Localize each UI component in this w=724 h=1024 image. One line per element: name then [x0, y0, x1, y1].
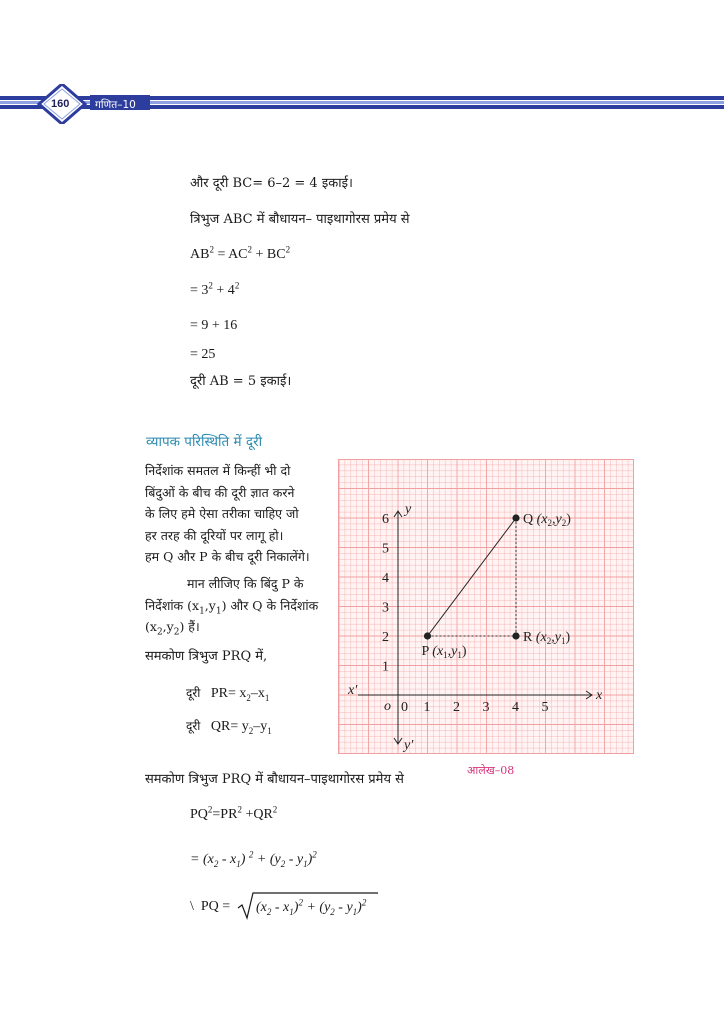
point-p — [424, 632, 431, 639]
point-label-r: R $(x_2,y_1)$ — [523, 630, 571, 646]
x-tick-label: 2 — [453, 700, 460, 715]
theorem-line-2: समकोण त्रिभुज PRQ में बौधायन–पाइथागोरस प्रमेय से — [145, 772, 404, 787]
paragraph-1 — [145, 460, 310, 568]
page-number: 160 — [51, 98, 70, 110]
x-tick-label: 0 — [401, 700, 408, 715]
y-tick-label: 3 — [382, 600, 389, 616]
paragraph-2 — [145, 573, 318, 638]
ab-result: दूरी AB = 5 इकाई। — [190, 374, 292, 389]
paragraph-line: निर्देशांक $(x_1,y_1)$ और Q के निर्देशांक — [145, 597, 319, 616]
book-title: गणित–10 — [95, 99, 136, 111]
right-triangle-line: समकोण त्रिभुज PRQ में, — [145, 649, 268, 664]
paragraph-line: हर तरह की दूरियों पर लागू हो। — [145, 527, 284, 543]
paragraph-line: हम Q और P के बीच दूरी निकालेंगे। — [145, 549, 310, 564]
ab-squared-equation: $AB^2 = AC^2 + BC^2$ — [190, 244, 291, 262]
point-label-q: Q $(x_2,y_2)$ — [523, 512, 571, 528]
paragraph-line: बिंदुओं के बीच की दूरी ज्ञात करने — [145, 484, 295, 500]
expanded-equation: = $(x_2 - x_1) ^2 + (y_2 - y_1)^2$ — [190, 849, 317, 869]
origin-label: o — [384, 699, 391, 714]
x-tick-label: 1 — [423, 700, 431, 715]
paragraph-line: निर्देशांक समतल में किन्हीं भी दो — [145, 463, 291, 478]
x-neg-label: x′ — [348, 683, 358, 698]
y-tick-label: 1 — [382, 659, 389, 675]
step-squares: = $3^2 + 4^2$ — [190, 280, 240, 298]
x-tick-label: 4 — [512, 700, 519, 715]
bc-distance: और दूरी BC= 6–2 = 4 इकाई। — [190, 176, 353, 191]
y-tick-label: 5 — [382, 541, 389, 557]
pq-root-equation: \ PQ = — [190, 899, 231, 914]
paragraph-line: $(x_2,y_2)$ हैं। — [145, 619, 200, 638]
graph-caption: आलेख–08 — [467, 764, 515, 777]
point-label-p: P $(x_1,y_1)$ — [421, 644, 467, 660]
qr-equation: दूरी $QR= y_2-y_1$ — [186, 719, 272, 736]
step-result: = 25 — [190, 347, 216, 362]
point-r — [512, 632, 519, 639]
theorem-line-1: त्रिभुज ABC में बौधायन– पाइथागोरस प्रमेय से — [190, 212, 410, 227]
coordinate-graph — [338, 459, 634, 754]
y-tick-label: 4 — [382, 571, 389, 586]
y-neg-label: y′ — [404, 738, 414, 753]
section-heading: व्यापक परिस्थिति में दूरी — [146, 434, 263, 450]
pq-squared-equation: $PQ^2=PR^2 +QR^2$ — [190, 804, 278, 822]
root-content: $(x_2 - x_1)^2 + (y_2 - y_1)^2$ — [256, 897, 367, 917]
point-q — [512, 514, 519, 521]
pr-equation: दूरी $PR= x_2-x_1$ — [186, 686, 270, 703]
y-tick-label: 2 — [382, 630, 389, 645]
x-tick-label: 5 — [541, 700, 549, 715]
y-axis-label: y — [405, 502, 412, 517]
x-tick-label: 3 — [482, 700, 490, 715]
x-axis-label: x — [596, 688, 603, 703]
paragraph-line: मान लीजिए कि बिंदु P के — [187, 576, 304, 591]
paragraph-line: के लिए हमे ऐसा तरीका चाहिए जो — [145, 506, 299, 521]
step-sum: = 9 + 16 — [190, 318, 238, 333]
y-tick-label: 6 — [382, 512, 389, 527]
